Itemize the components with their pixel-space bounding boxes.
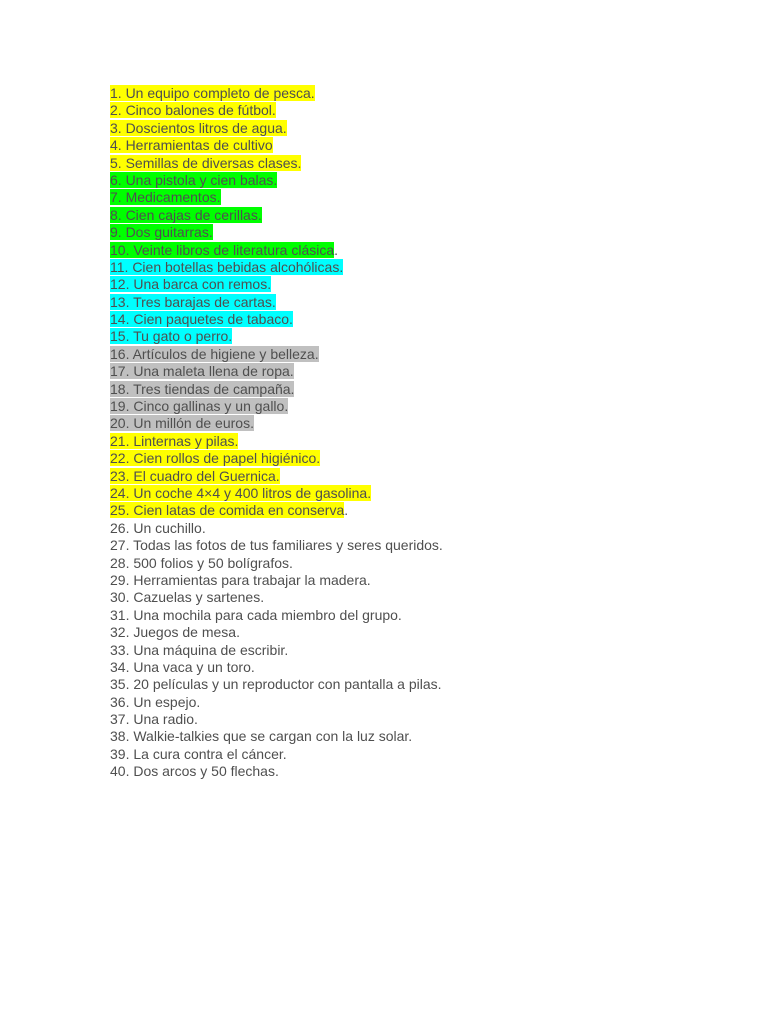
item-text: 15. Tu gato o perro. (110, 328, 233, 345)
item-text: 9. Dos guitarras. (110, 224, 213, 241)
item-text: 36. Un espejo. (110, 693, 201, 710)
list-item (110, 259, 443, 276)
list-item (110, 520, 443, 537)
item-text: 11. Cien botellas bebidas alcohólicas. (110, 258, 344, 275)
item-text: 13. Tres barajas de cartas. (110, 293, 276, 310)
list-item (110, 746, 443, 763)
item-text: 40. Dos arcos y 50 flechas. (110, 763, 279, 780)
item-text: 39. La cura contra el cáncer. (110, 745, 287, 762)
item-text: 18. Tres tiendas de campaña. (110, 380, 295, 397)
list-item (110, 415, 443, 432)
item-text: 6. Una pistola y cien balas. (110, 171, 278, 188)
item-text: 21. Linternas y pilas. (110, 432, 239, 449)
item-text: 3. Doscientos litros de agua. (110, 119, 287, 136)
list-item (110, 433, 443, 450)
list-item (110, 694, 443, 711)
list-item (110, 155, 443, 172)
item-tail: . (344, 502, 349, 519)
list-item (110, 763, 443, 780)
list-item (110, 276, 443, 293)
list-item (110, 172, 443, 189)
item-text: 24. Un coche 4×4 y 400 litros de gasolina. (110, 484, 372, 501)
item-text: 31. Una mochila para cada miembro del grupo. (110, 606, 402, 623)
item-text: 2. Cinco balones de fútbol. (110, 102, 276, 119)
item-text: 33. Una máquina de escribir. (110, 641, 289, 658)
item-tail: . (334, 241, 339, 258)
item-text: 5. Semillas de diversas clases. (110, 154, 302, 171)
item-text: 1. Un equipo completo de pesca. (110, 85, 315, 101)
item-text: 35. 20 películas y un reproductor con pantalla a pilas. (110, 676, 442, 693)
list-item (110, 189, 443, 206)
list-item (110, 450, 443, 467)
list-item (110, 485, 443, 502)
list-item (110, 572, 443, 589)
list-item (110, 728, 443, 745)
item-text: 10. Veinte libros de literatura clásica (110, 241, 335, 258)
list-item (110, 85, 443, 102)
list-item (110, 555, 443, 572)
list-item (110, 607, 443, 624)
list-item (110, 328, 443, 345)
item-list (110, 85, 443, 781)
list-item (110, 120, 443, 137)
item-text: 4. Herramientas de cultivo (110, 137, 273, 154)
item-text: 20. Un millón de euros. (110, 415, 254, 432)
item-text: 29. Herramientas para trabajar la madera. (110, 571, 371, 588)
item-text: 17. Una maleta llena de ropa. (110, 363, 294, 380)
item-text: 37. Una radio. (110, 711, 198, 728)
list-item (110, 589, 443, 606)
item-text: 14. Cien paquetes de tabaco. (110, 311, 293, 328)
list-item (110, 659, 443, 676)
item-text: 28. 500 folios y 50 bolígrafos. (110, 554, 293, 571)
list-item (110, 676, 443, 693)
list-item (110, 294, 443, 311)
list-item (110, 468, 443, 485)
item-text: 38. Walkie-talkies que se cargan con la luz solar. (110, 728, 413, 745)
item-text: 30. Cazuelas y sartenes. (110, 589, 265, 606)
list-item (110, 311, 443, 328)
list-item (110, 642, 443, 659)
item-text: 23. El cuadro del Guernica. (110, 467, 280, 484)
list-item (110, 102, 443, 119)
item-text: 27. Todas las fotos de tus familiares y seres queridos. (110, 537, 443, 554)
item-text: 22. Cien rollos de papel higiénico. (110, 450, 321, 467)
list-item (110, 137, 443, 154)
item-text: 32. Juegos de mesa. (110, 624, 240, 641)
item-text: 34. Una vaca y un toro. (110, 658, 255, 675)
list-item (110, 624, 443, 641)
item-text: 8. Cien cajas de cerillas. (110, 206, 262, 223)
list-item (110, 207, 443, 224)
list-item (110, 224, 443, 241)
item-text: 7. Medicamentos. (110, 189, 221, 206)
list-item (110, 381, 443, 398)
list-item (110, 242, 443, 259)
item-text: 26. Un cuchillo. (110, 519, 206, 536)
item-text: 25. Cien latas de comida en conserva (110, 502, 345, 519)
list-item (110, 398, 443, 415)
list-item (110, 502, 443, 519)
item-text: 16. Artículos de higiene y belleza. (110, 345, 319, 362)
list-item (110, 711, 443, 728)
list-item (110, 363, 443, 380)
list-item (110, 346, 443, 363)
item-text: 19. Cinco gallinas y un gallo. (110, 398, 289, 415)
item-text: 12. Una barca con remos. (110, 276, 272, 293)
list-item (110, 537, 443, 554)
